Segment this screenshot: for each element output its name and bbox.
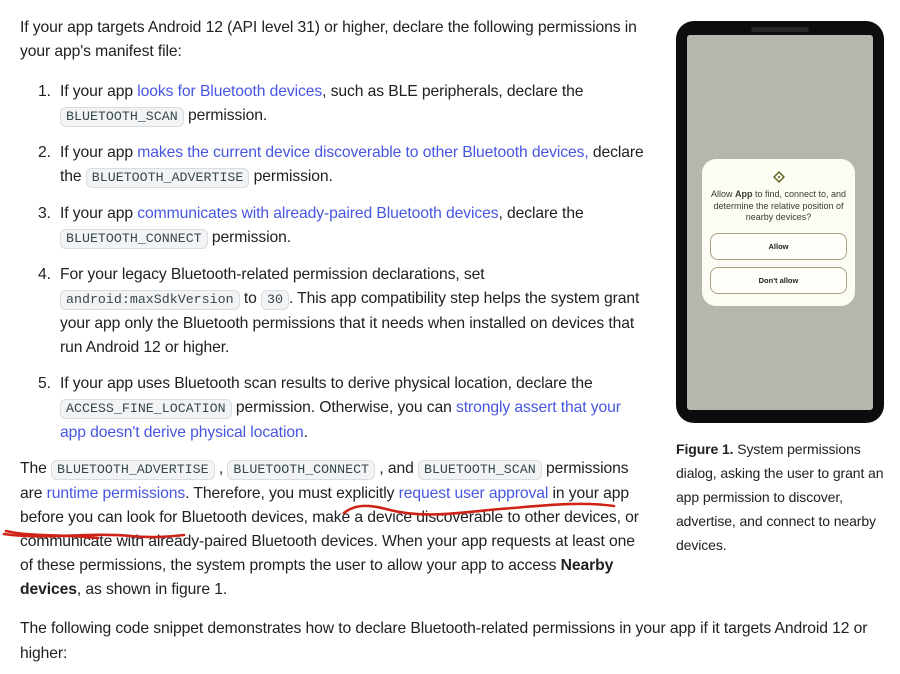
bold-text: Nearby devices bbox=[20, 557, 614, 598]
text-run: If your app bbox=[60, 83, 138, 100]
text-run: in your app before you can look for Bluetooth devices, make a device discoverable to other devices, or communicate with already-paired Bluetooth devices. When your app requests at least one of these permissions, the system prompts the user to allow your app to access bbox=[20, 485, 639, 574]
text-run: , bbox=[214, 460, 228, 477]
text-run: permissions are bbox=[20, 460, 629, 502]
list-marker: 1. bbox=[38, 83, 51, 100]
list-item-text bbox=[60, 375, 621, 441]
dialog-message bbox=[710, 189, 847, 224]
text-run: permission. bbox=[183, 107, 268, 124]
text-run: If your app uses Bluetooth scan results to derive physical location, declare the bbox=[60, 375, 593, 392]
diamond-app-icon bbox=[772, 170, 786, 184]
text-run: If your app bbox=[60, 144, 138, 161]
bold-text: App bbox=[734, 189, 753, 199]
text-run: permission. bbox=[249, 168, 333, 185]
inline-link[interactable]: request user approval bbox=[398, 485, 549, 502]
bold-text: Figure 1. bbox=[676, 441, 734, 457]
text-run: to bbox=[239, 290, 261, 307]
text-run: , as shown in figure 1. bbox=[76, 581, 228, 598]
text-run: The bbox=[20, 460, 51, 477]
phone-speaker bbox=[751, 27, 809, 32]
text-run: . bbox=[303, 424, 308, 441]
list-item bbox=[38, 372, 644, 445]
code-chip: android:maxSdkVersion bbox=[60, 290, 240, 310]
list-item bbox=[38, 263, 644, 360]
list-item bbox=[38, 80, 644, 129]
allow-button: Allow bbox=[710, 233, 847, 260]
intro-paragraph bbox=[20, 16, 644, 64]
text-run: permission. Otherwise, you can bbox=[231, 399, 456, 416]
figure-caption bbox=[676, 437, 889, 557]
permission-dialog bbox=[702, 159, 855, 306]
list-item bbox=[38, 202, 644, 251]
figure-1 bbox=[676, 21, 889, 557]
code-chip: BLUETOOTH_CONNECT bbox=[227, 460, 375, 480]
text-run: , and bbox=[375, 460, 418, 477]
text-run: , such as BLE peripherals, declare the bbox=[322, 83, 584, 100]
inline-link[interactable]: runtime permissions bbox=[46, 485, 186, 502]
list-item-text bbox=[60, 266, 639, 356]
inline-link[interactable]: makes the current device discoverable to other Bluetooth devices, bbox=[137, 144, 589, 161]
permissions-list bbox=[20, 80, 644, 445]
runtime-permissions-paragraph bbox=[20, 457, 644, 602]
code-chip: BLUETOOTH_ADVERTISE bbox=[51, 460, 215, 480]
list-item-text bbox=[60, 144, 644, 185]
code-chip: BLUETOOTH_ADVERTISE bbox=[86, 168, 250, 188]
text-run: System permissions dialog, asking the user to grant an app permission to discover, advertise, and connect to nearby devices. bbox=[676, 441, 884, 553]
text-run: to find, connect to, and determine the relative position of nearby devices? bbox=[713, 189, 847, 222]
list-item-text bbox=[60, 83, 583, 124]
list-marker: 4. bbox=[38, 266, 51, 283]
text-run: . This app compatibility step helps the system grant your app only the Bluetooth permissions that it needs when installed on devices that run Android 12 or higher. bbox=[60, 290, 640, 356]
list-item-text bbox=[60, 205, 584, 246]
text-run: , declare the bbox=[498, 205, 584, 222]
inline-link[interactable]: communicates with already-paired Bluetooth devices bbox=[137, 205, 499, 222]
text-run: Allow bbox=[710, 189, 735, 199]
phone-screen bbox=[687, 35, 873, 410]
code-chip: ACCESS_FINE_LOCATION bbox=[60, 399, 232, 419]
text-run: . Therefore, you must explicitly bbox=[185, 485, 399, 502]
list-marker: 2. bbox=[38, 144, 51, 161]
text-run: permission. bbox=[207, 229, 292, 246]
inline-link[interactable]: looks for Bluetooth devices bbox=[137, 83, 323, 100]
phone-mockup bbox=[676, 21, 884, 423]
code-snippet-paragraph bbox=[20, 616, 888, 666]
text-run: If your app bbox=[60, 205, 138, 222]
article-body bbox=[20, 16, 644, 602]
text-run: declare the bbox=[60, 144, 644, 185]
list-marker: 5. bbox=[38, 375, 51, 392]
code-chip: BLUETOOTH_SCAN bbox=[60, 107, 184, 127]
list-marker: 3. bbox=[38, 205, 51, 222]
code-chip: 30 bbox=[261, 290, 289, 310]
dont-allow-button: Don't allow bbox=[710, 267, 847, 294]
code-chip: BLUETOOTH_SCAN bbox=[418, 460, 542, 480]
list-item bbox=[38, 141, 644, 190]
inline-link[interactable]: strongly assert that your app doesn't derive physical location bbox=[60, 399, 621, 441]
text-run: The following code snippet demonstrates how to declare Bluetooth-related permissions in your app if it targets Android 12 or higher: bbox=[20, 620, 868, 662]
text-run: For your legacy Bluetooth-related permission declarations, set bbox=[60, 266, 485, 283]
code-chip: BLUETOOTH_CONNECT bbox=[60, 229, 208, 249]
text-run: If your app targets Android 12 (API level 31) or higher, declare the following permissions in your app's manifest file: bbox=[20, 19, 637, 60]
